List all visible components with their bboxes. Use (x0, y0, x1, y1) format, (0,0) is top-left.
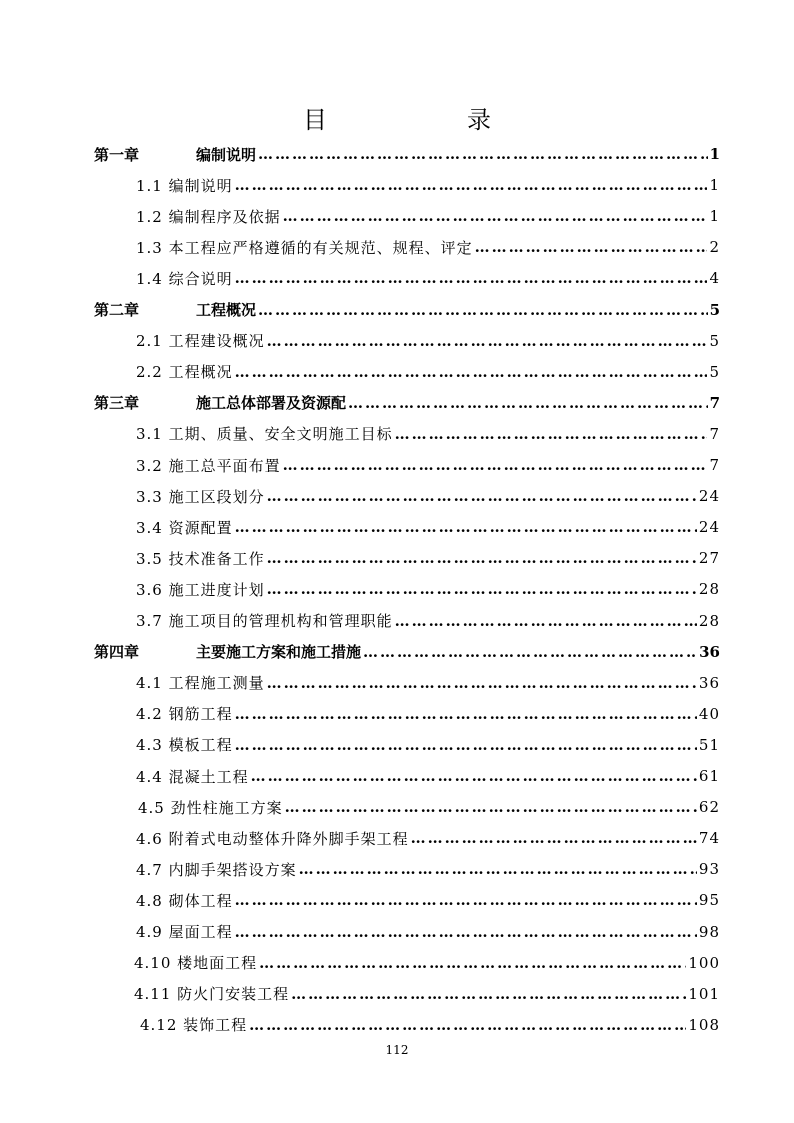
toc-page-number: 62 (698, 798, 720, 817)
toc-section-entry[interactable] (136, 356, 720, 387)
dot-leader (348, 394, 708, 412)
section-title: 4.12 装饰工程 (140, 1016, 248, 1035)
toc-page-number: 5 (709, 362, 720, 381)
dot-leader (267, 580, 697, 598)
toc-section-entry[interactable] (136, 170, 720, 201)
toc-section-entry[interactable] (136, 418, 720, 449)
section-title: 3.7 施工项目的管理机构和管理职能 (136, 612, 393, 630)
toc-page-number: 28 (698, 611, 720, 630)
dot-leader (395, 612, 697, 630)
chapter-number: 第一章 (94, 145, 140, 164)
dot-leader (267, 674, 697, 692)
dot-leader (235, 705, 697, 723)
toc-section-entry[interactable] (140, 1009, 720, 1040)
toc-page-number: 93 (698, 860, 720, 879)
toc-page-number: 1 (709, 145, 720, 163)
section-title: 4.1 工程施工测量 (136, 674, 265, 693)
dot-leader (235, 176, 708, 194)
toc-section-entry[interactable] (136, 729, 720, 760)
section-title: 4.11 防火门安装工程 (134, 985, 290, 1004)
page-number: 112 (385, 1043, 409, 1057)
page-title: 目 录 (303, 106, 549, 134)
section-title: 3.3 施工区段划分 (136, 487, 265, 506)
toc-section-entry[interactable] (136, 916, 720, 947)
section-title: 4.6 附着式电动整体升降外脚手架工程 (136, 829, 409, 848)
section-title: 3.4 资源配置 (136, 518, 233, 537)
toc-section-entry[interactable] (136, 450, 720, 481)
section-title: 4.7 内脚手架搭设方案 (136, 860, 297, 879)
chapter-number: 第四章 (94, 643, 140, 662)
toc-section-entry[interactable] (136, 543, 720, 574)
toc-section-entry[interactable] (134, 978, 720, 1009)
toc-page-number: 40 (698, 704, 720, 723)
dot-leader (291, 985, 686, 1003)
chapter-title: 施工总体部署及资源配 (196, 394, 347, 413)
section-title: 4.9 屋面工程 (136, 923, 233, 941)
toc-page-number: 36 (698, 673, 720, 692)
dot-leader (235, 518, 697, 536)
toc-section-entry[interactable] (136, 854, 720, 885)
section-title: 3.5 技术准备工作 (136, 549, 265, 568)
dot-leader (235, 891, 697, 909)
dot-leader (235, 923, 697, 941)
section-title: 4.4 混凝土工程 (136, 767, 249, 786)
toc-section-entry[interactable] (136, 605, 720, 636)
toc-page-number: 2 (709, 238, 720, 257)
toc-page-number: 1 (709, 207, 720, 226)
toc-section-entry[interactable] (136, 512, 720, 543)
dot-leader (299, 860, 697, 878)
toc-section-entry[interactable] (136, 325, 720, 356)
section-title: 4.8 砌体工程 (136, 891, 233, 910)
table-of-contents (0, 138, 794, 1038)
dot-leader (267, 332, 708, 350)
toc-chapter-entry[interactable] (94, 294, 720, 325)
dot-leader (258, 301, 708, 319)
toc-page-number: 1 (709, 176, 720, 195)
dot-leader (267, 549, 697, 567)
toc-page-number: 4 (709, 269, 720, 288)
toc-chapter-entry[interactable] (94, 139, 720, 170)
dot-leader (235, 363, 708, 381)
toc-section-entry[interactable] (136, 481, 720, 512)
toc-page-number: 7 (709, 424, 720, 443)
toc-section-entry[interactable] (136, 667, 720, 698)
toc-section-entry[interactable] (138, 792, 720, 823)
section-title: 2.2 工程概况 (136, 363, 233, 382)
section-title: 4.3 模板工程 (136, 736, 233, 755)
toc-section-entry[interactable] (136, 823, 720, 854)
dot-leader (267, 487, 697, 505)
section-title: 2.1 工程建设概况 (136, 332, 265, 351)
section-title: 4.10 楼地面工程 (134, 954, 258, 973)
toc-page-number: 24 (698, 487, 720, 506)
dot-leader (235, 269, 708, 287)
toc-page-number: 7 (709, 393, 720, 412)
toc-page-number: 98 (698, 922, 720, 941)
dot-leader (283, 207, 708, 225)
dot-leader (475, 238, 708, 256)
chapter-title: 编制说明 (196, 145, 257, 164)
toc-section-entry[interactable] (134, 947, 720, 978)
dot-leader (363, 643, 697, 661)
dot-leader (259, 954, 686, 972)
dot-leader (285, 798, 697, 816)
chapter-title: 主要施工方案和施工措施 (196, 643, 362, 662)
toc-page-number: 7 (709, 456, 720, 474)
toc-section-entry[interactable] (136, 761, 720, 792)
chapter-number: 第二章 (94, 301, 140, 319)
section-title: 1.1 编制说明 (136, 176, 233, 195)
dot-leader (283, 456, 708, 474)
toc-page-number: 74 (698, 829, 720, 848)
toc-section-entry[interactable] (136, 263, 720, 294)
toc-chapter-entry[interactable] (94, 387, 720, 418)
toc-section-entry[interactable] (136, 201, 720, 232)
section-title: 3.1 工期、质量、安全文明施工目标 (136, 425, 393, 444)
dot-leader (251, 767, 697, 785)
toc-section-entry[interactable] (136, 574, 720, 605)
section-title: 3.6 施工进度计划 (136, 580, 265, 599)
toc-page-number: 5 (709, 331, 720, 350)
dot-leader (258, 145, 708, 163)
section-title: 1.3 本工程应严格遵循的有关规范、规程、评定 (136, 238, 473, 257)
toc-page-number: 28 (698, 580, 720, 599)
toc-section-entry[interactable] (136, 885, 720, 916)
toc-page-number: 27 (698, 549, 720, 568)
toc-page-number: 51 (698, 735, 720, 754)
toc-page-number: 61 (698, 767, 720, 785)
toc-page-number: 95 (698, 891, 720, 910)
toc-page-number: 24 (698, 518, 720, 537)
toc-page-number: 100 (688, 953, 720, 972)
section-title: 1.4 综合说明 (136, 269, 233, 288)
toc-page-number: 36 (699, 642, 720, 661)
section-title: 4.5 劲性柱施工方案 (138, 798, 283, 817)
dot-leader (235, 736, 697, 754)
toc-page-number: 5 (709, 300, 720, 319)
chapter-title: 工程概况 (196, 301, 257, 319)
toc-section-entry[interactable] (136, 232, 720, 263)
dot-leader (249, 1016, 686, 1034)
toc-section-entry[interactable] (136, 698, 720, 729)
chapter-number: 第三章 (94, 394, 140, 413)
section-title: 4.2 钢筋工程 (136, 705, 233, 724)
toc-page-number: 101 (688, 984, 720, 1003)
dot-leader (411, 829, 697, 847)
section-title: 1.2 编制程序及依据 (136, 207, 281, 226)
section-title: 3.2 施工总平面布置 (136, 456, 281, 475)
dot-leader (395, 425, 708, 443)
toc-chapter-entry[interactable] (94, 636, 720, 667)
toc-page-number: 108 (688, 1015, 720, 1034)
